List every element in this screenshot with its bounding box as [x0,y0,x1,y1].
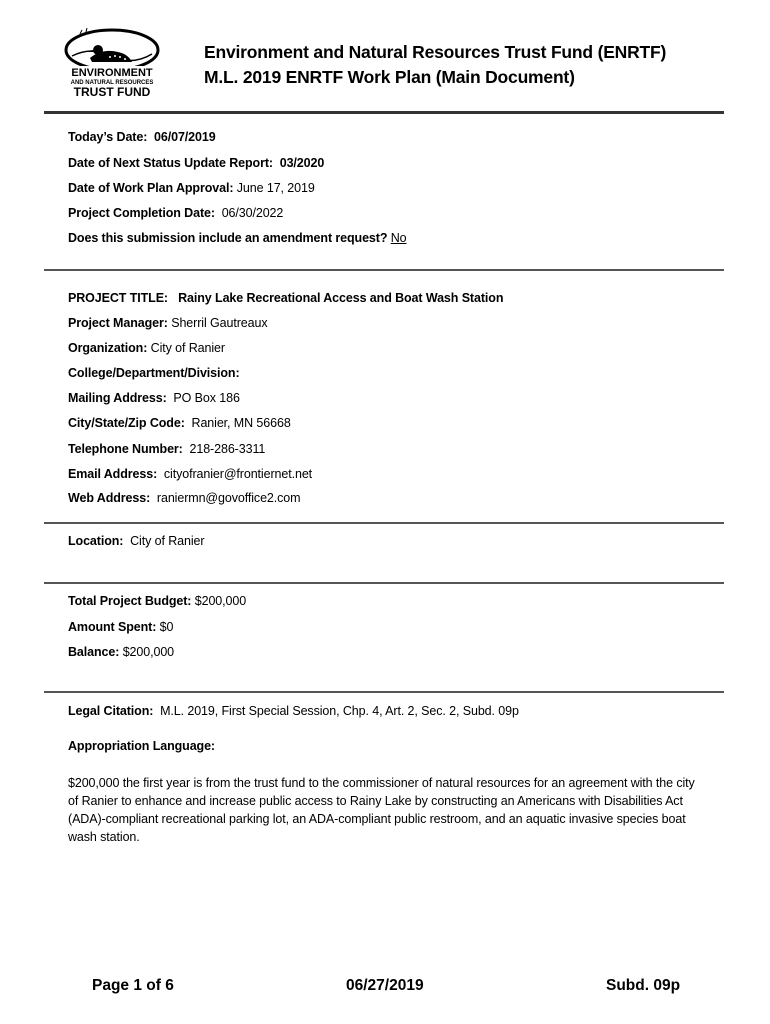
footer-subdivision: Subd. 09p [606,977,681,994]
email-label: Email Address: [68,467,158,481]
project-title-field [68,291,503,305]
document-title [204,40,666,90]
approval-date-label: Date of Work Plan Approval: [68,181,234,195]
approval-date-field [68,181,315,195]
project-manager-value: Sherril Gautreaux [171,316,268,330]
title-line-1: Environment and Natural Resources Trust Fund (ENRTF) [204,42,667,62]
balance-value: $200,000 [122,645,175,659]
appropriation-label: Appropriation Language: [68,739,215,753]
email-field [68,467,312,481]
next-status-value: 03/2020 [279,156,325,170]
appropriation-heading [68,739,215,753]
total-budget-value: $200,000 [194,594,247,608]
city-state-zip-field [68,416,291,430]
project-title-label: PROJECT TITLE: [68,291,168,305]
organization-field [68,341,225,355]
telephone-label: Telephone Number: [68,442,183,456]
organization-value: City of Ranier [150,341,225,355]
web-address-label: Web Address: [68,491,151,505]
amendment-label: Does this submission include an amendment request? [68,231,388,245]
total-budget-label: Total Project Budget: [68,594,192,608]
amount-spent-field [68,620,173,634]
balance-field [68,645,174,659]
next-status-field [68,156,324,170]
total-budget-field [68,594,246,608]
divider [44,111,724,114]
telephone-field [68,442,265,456]
amount-spent-value: $0 [159,620,174,634]
project-manager-field [68,316,267,330]
mailing-address-value: PO Box 186 [173,391,240,405]
web-address-value: raniermn@govoffice2.com [156,491,301,505]
city-state-zip-label: City/State/Zip Code: [68,416,185,430]
legal-citation-label: Legal Citation: [68,704,154,718]
telephone-value: 218-286-3311 [189,442,266,456]
todays-date-value: 06/07/2019 [154,130,216,144]
project-title-value: Rainy Lake Recreational Access and Boat Wash Station [178,291,504,305]
divider [44,691,724,693]
divider [44,269,724,271]
next-status-label: Date of Next Status Update Report: [68,156,273,170]
completion-date-field [68,206,283,220]
approval-date-value: June 17, 2019 [236,181,315,195]
todays-date-field [68,130,216,144]
legal-citation-value: M.L. 2019, First Special Session, Chp. 4, Art. 2, Sec. 2, Subd. 09p [160,704,519,718]
completion-date-value: 06/30/2022 [221,206,284,220]
balance-label: Balance: [68,645,120,659]
logo-text-natural-resources: AND NATURAL RESOURCES [70,80,154,86]
organization-label: Organization: [68,341,148,355]
location-label: Location: [68,534,124,548]
appropriation-text: $200,000 the first year is from the trust fund to the commissioner of natural resources for an agreement with the city of Ranier to enhance and increase public access to Rainy Lake by constructing an Americans with Disabilities Act (ADA)-compliant recreational parking lot, an ADA-compliant public restroom, and an aquatic invasive species boat wash station. [68,776,695,844]
mailing-address-label: Mailing Address: [68,391,167,405]
legal-citation-field [68,704,519,718]
mailing-address-field [68,391,240,405]
footer-date: 06/27/2019 [346,977,424,994]
web-address-field [68,491,300,505]
title-line-2: M.L. 2019 ENRTF Work Plan (Main Document) [204,67,575,87]
email-value: cityofranier@frontiernet.net [163,467,313,481]
logo-text-environment: ENVIRONMENT [71,67,153,79]
city-state-zip-value: Ranier, MN 56668 [191,416,291,430]
location-value: City of Ranier [130,534,205,548]
college-field [68,366,240,380]
divider [44,522,724,524]
amendment-value: No [390,231,407,245]
project-manager-label: Project Manager: [68,316,168,330]
todays-date-label: Today’s Date: [68,130,148,144]
location-field [68,534,204,548]
divider [44,582,724,584]
logo-text-trust-fund: TRUST FUND [73,85,151,99]
enrtf-logo [62,26,162,102]
completion-date-label: Project Completion Date: [68,206,215,220]
amendment-field [68,231,407,245]
footer-page-number: Page 1 of 6 [92,977,174,994]
loon-logo-icon [62,26,162,102]
college-label: College/Department/Division: [68,366,240,380]
amount-spent-label: Amount Spent: [68,620,157,634]
